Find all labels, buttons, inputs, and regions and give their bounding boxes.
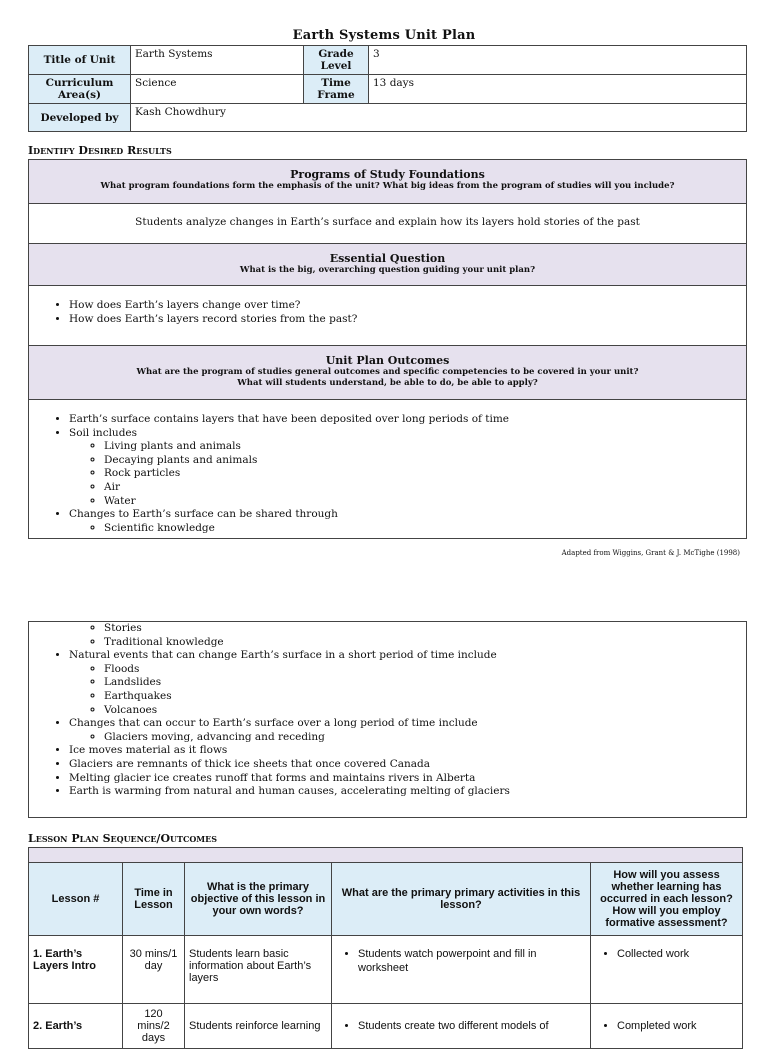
grade-level-value: 3 [369,46,747,75]
list-item: • Changes that can occur to Earth’s surface over a long period of time include ◦ Glaciers moving, advancing and receding [69,717,746,744]
document-title: Earth Systems Unit Plan [292,28,476,43]
natural-events-sublist [69,663,746,717]
outcomes-body-page1 [29,400,746,535]
outcomes-heading: Unit Plan Outcomes [325,354,450,367]
list-item: • Natural events that can change Earth’s surface in a short period of time include ◦ Floods ◦ Landslides ◦ Earthquakes ◦ Volcanoes [69,649,746,717]
list-item: ◦ Floods [104,663,746,677]
program-foundations-body: Students analyze changes in Earth’s surface and explain how its layers hold stories of the past [29,204,746,244]
grade-level-label: Grade Level [304,46,369,75]
credit-note: Adapted from Wiggins, Grant & J. McTighe (1998) [561,549,740,557]
list-item: • Ice moves material as it flows [69,744,746,758]
col-assessment: How will you assess whether learning has occurred in each lesson? How will you employ formative assessment? [591,863,743,936]
assess-cell [591,936,743,1004]
outcomes-prompt-1: What are the program of studies general outcomes and specific competencies to be covered in your unit? [136,367,639,377]
list-item: • Earth’s surface contains layers that have been deposited over long periods of time [69,413,746,427]
lesson-plan-table [28,847,743,1049]
unit-info-table [28,45,747,132]
section-lesson-plan-sequence: Lesson Plan Sequence/Outcomes [28,832,218,845]
list-item: ◦ Air [104,481,746,495]
col-objective: What is the primary objective of this lesson in your own words? [185,863,332,936]
list-item: ◦ Decaying plants and animals [104,454,746,468]
curriculum-area-value: Science [131,75,304,104]
outcomes-prompt-2: What will students understand, be able to do, be able to apply? [237,378,538,388]
time-frame-label: Time Frame [304,75,369,104]
section-identify-desired-results: Identify Desired Results [28,144,172,157]
list-item: • Students watch powerpoint and fill in worksheet [358,948,586,975]
outcomes-continued-box [28,621,747,818]
col-time: Time in Lesson [123,863,185,936]
essential-question-body [29,286,746,346]
time-cell: 120 mins/2 days [123,1004,185,1049]
list-item: ◦ Earthquakes [104,690,746,704]
list-item: ◦ Scientific knowledge [104,522,746,536]
program-foundations-header [29,160,746,204]
outcomes-list-continued [29,649,746,799]
continued-sublist [29,622,746,649]
list-item: • How does Earth’s layers record stories from the past? [69,313,746,327]
list-item: • Completed work [617,1020,738,1034]
list-item: • Glaciers are remnants of thick ice sheets that once covered Canada [69,758,746,772]
assess-cell [591,1004,743,1049]
program-foundations-prompt: What program foundations form the emphasis of the unit? What big ideas from the program of studies will you include? [100,181,675,191]
lesson-table-band [29,848,743,863]
list-item: • Students create two different models of [358,1020,586,1034]
long-period-sublist [69,731,746,745]
essential-question-list [29,286,746,326]
essential-question-header [29,244,746,286]
list-item: • Changes to Earth’s surface can be shared through ◦ Scientific knowledge [69,508,746,535]
activity-cell [332,1004,591,1049]
outcomes-body-page2 [29,622,746,799]
list-item: • How does Earth’s layers change over time? [69,299,746,313]
table-row [29,936,743,1004]
list-item: • Melting glacier ice creates runoff that forms and maintains rivers in Alberta [69,772,746,786]
title-of-unit-label: Title of Unit [29,46,131,75]
list-item: • Collected work [617,948,738,962]
essential-question-prompt: What is the big, overarching question guiding your unit plan? [239,265,536,275]
list-item: ◦ Water [104,495,746,509]
activity-cell [332,936,591,1004]
col-lesson-number: Lesson # [29,863,123,936]
objective-cell: Students reinforce learning [185,1004,332,1049]
desired-results-box [28,159,747,539]
list-item: ◦ Landslides [104,676,746,690]
time-cell: 30 mins/1 day [123,936,185,1004]
shared-through-sublist [69,522,746,536]
list-item: ◦ Stories [104,622,746,636]
lesson-cell: 1. Earth’s Layers Intro [29,936,123,1004]
soil-sublist [69,440,746,508]
list-item: ◦ Rock particles [104,467,746,481]
list-item: ◦ Volcanoes [104,704,746,718]
program-foundations-heading: Programs of Study Foundations [290,168,485,181]
list-item: • Earth is warming from natural and human causes, accelerating melting of glaciers [69,785,746,799]
table-row [29,1004,743,1049]
lesson-cell: 2. Earth’s [29,1004,123,1049]
developed-by-value: Kash Chowdhury [131,104,747,132]
list-item: ◦ Living plants and animals [104,440,746,454]
outcomes-list [29,413,746,535]
developed-by-label: Developed by [29,104,131,132]
essential-question-heading: Essential Question [329,252,446,265]
objective-cell: Students learn basic information about Earth’s layers [185,936,332,1004]
time-frame-value: 13 days [369,75,747,104]
list-item: ◦ Glaciers moving, advancing and receding [104,731,746,745]
title-of-unit-value: Earth Systems [131,46,304,75]
list-item: • Soil includes ◦ Living plants and animals ◦ Decaying plants and animals ◦ Rock particles ◦ Air ◦ Water [69,427,746,509]
col-activities: What are the primary primary activities in this lesson? [332,863,591,936]
list-item: ◦ Traditional knowledge [104,636,746,650]
outcomes-header [29,346,746,400]
curriculum-area-label: Curriculum Area(s) [29,75,131,104]
